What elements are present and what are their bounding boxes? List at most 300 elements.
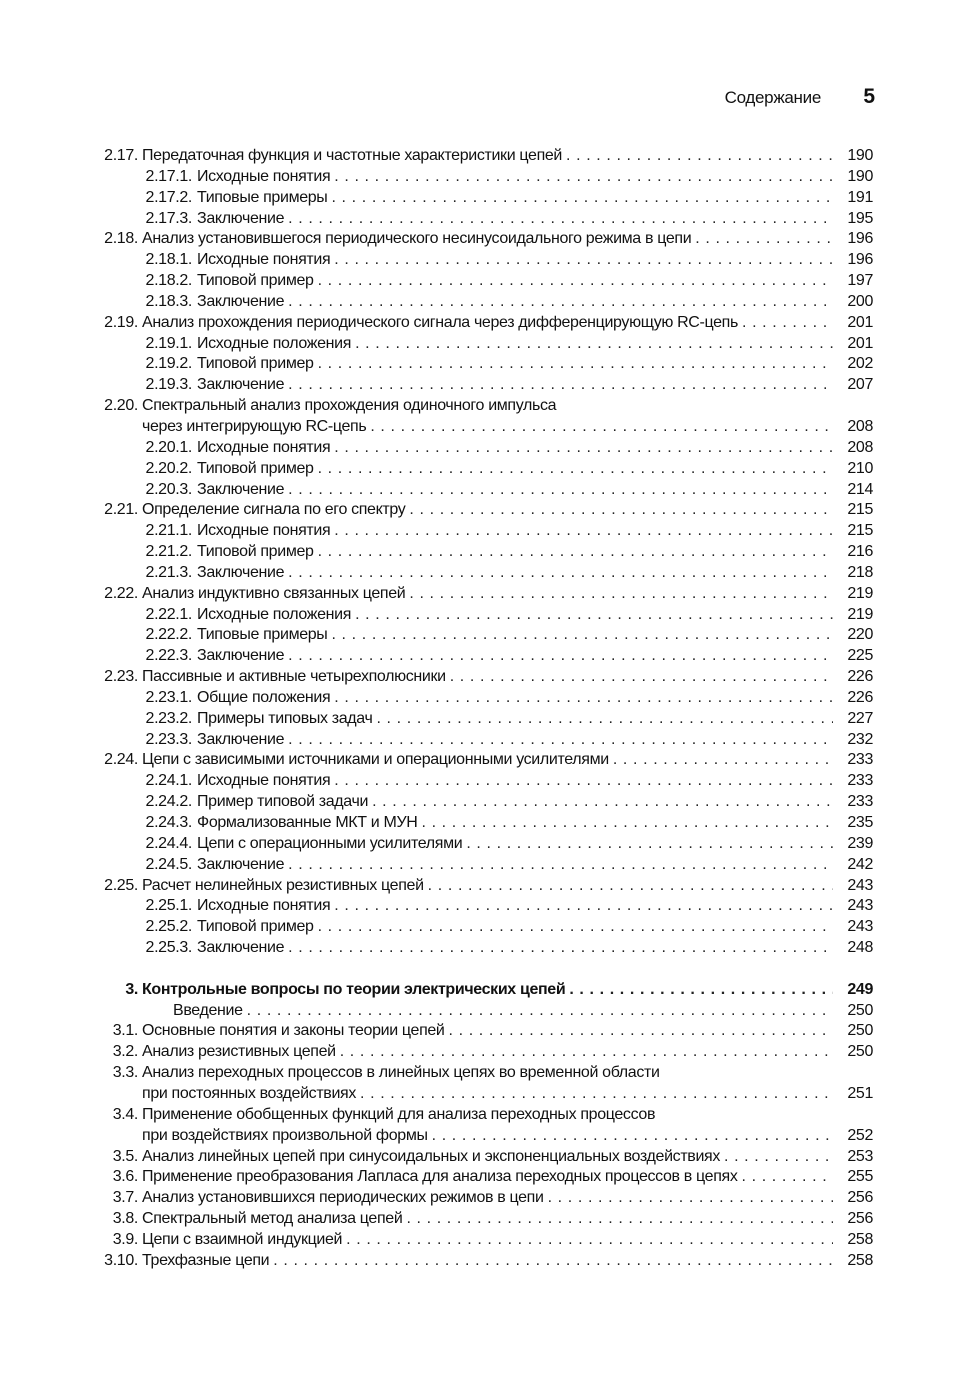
toc-entry-title-line	[197, 813, 833, 834]
toc-entry	[0, 917, 973, 938]
toc-entry-title-line	[142, 667, 833, 688]
toc-entry-title: Спектральный метод анализа цепей	[142, 1210, 403, 1228]
toc-entry-number: 3.4.	[112, 1105, 138, 1123]
toc-entry-title-line	[197, 542, 833, 563]
toc-entry-title-line	[197, 375, 833, 396]
toc-entry-page: 242	[847, 855, 873, 873]
toc-dot-leader	[372, 792, 833, 813]
toc-entry-title: Введение	[173, 1001, 243, 1019]
toc-entry-title-line	[197, 917, 833, 938]
toc-entry-page: 243	[847, 918, 873, 936]
toc-entry-title-line	[197, 730, 833, 751]
toc-entry	[0, 313, 973, 334]
toc-entry-number: 2.18.	[104, 230, 138, 248]
toc-dot-leader	[409, 500, 833, 521]
toc-dot-leader	[346, 1230, 833, 1251]
toc-entry-page: 227	[847, 709, 873, 727]
toc-dot-leader	[288, 563, 833, 584]
toc-entry-title-line	[142, 313, 833, 334]
toc-entry-number: 2.22.	[104, 584, 138, 602]
toc-entry-title: Основные понятия и законы теории цепей	[142, 1022, 445, 1040]
toc-entry-title: Трехфазные цепи	[142, 1251, 270, 1269]
toc-entry-number: 2.18.3.	[145, 292, 192, 310]
toc-entry	[0, 792, 973, 813]
toc-dot-leader	[288, 646, 833, 667]
toc-entry-title: Заключение	[197, 647, 285, 665]
toc-dot-leader	[288, 480, 833, 501]
toc-entry	[0, 750, 973, 771]
toc-entry-title: при воздействиях произвольной формы	[142, 1126, 428, 1144]
toc-entry-number: 2.20.	[104, 397, 138, 415]
toc-dot-leader	[406, 1209, 833, 1230]
toc-entry-number: 2.17.2.	[145, 188, 192, 206]
toc-entry-title: Анализ линейных цепей при синусоидальных и экспоненциальных воздействиях	[142, 1147, 720, 1165]
toc-entry-title-line	[197, 292, 833, 313]
toc-entry-title-line	[142, 584, 833, 605]
toc-entry-page: 202	[847, 355, 873, 373]
toc-entry-title: Типовой пример	[197, 355, 314, 373]
toc-entry-number: 2.22.2.	[145, 626, 192, 644]
toc-entry-title-line	[142, 1209, 833, 1230]
toc-entry-title-line	[197, 250, 833, 271]
toc-entry-page: 258	[847, 1230, 873, 1248]
toc-dot-leader	[355, 605, 833, 626]
toc-dot-leader	[288, 730, 833, 751]
toc-entry-title-line	[142, 229, 833, 250]
toc-entry-title: Исходные понятия	[197, 522, 331, 540]
toc-entry-title: Анализ переходных процессов в линейных цепях во временной области	[142, 1064, 660, 1082]
toc-entry-page: 250	[847, 1022, 873, 1040]
toc-entry-page: 252	[847, 1126, 873, 1144]
toc-entry	[0, 146, 973, 167]
toc-entry-title: Цепи с взаимной индукцией	[142, 1230, 343, 1248]
toc-entry-number: 3.2.	[112, 1043, 138, 1061]
toc-entry-title-line	[197, 834, 833, 855]
toc-dot-leader	[566, 146, 833, 167]
toc-entry-page: 243	[847, 876, 873, 894]
toc-entry-title-line	[197, 459, 833, 480]
toc-entry-title-line	[142, 1188, 833, 1209]
toc-entry-title-line	[197, 188, 833, 209]
toc-entry-title: при постоянных воздействиях	[142, 1084, 357, 1102]
toc-entry-title: Пассивные и активные четырехполюсники	[142, 668, 446, 686]
toc-entry-title: Исходные понятия	[197, 772, 331, 790]
toc-entry	[0, 646, 973, 667]
toc-entry	[0, 855, 973, 876]
toc-entry-title: Исходные понятия	[197, 438, 331, 456]
toc-entry	[0, 250, 973, 271]
toc-entry-page: 200	[847, 292, 873, 310]
toc-entry-title: Заключение	[197, 480, 285, 498]
toc-entry-title: Цепи с операционными усилителями	[197, 834, 463, 852]
toc-entry	[0, 896, 973, 917]
toc-entry-page: 258	[847, 1251, 873, 1269]
toc-entry	[0, 459, 973, 480]
toc-entry-page: 210	[847, 459, 873, 477]
page-header	[0, 86, 973, 112]
toc-entry-number: 2.18.2.	[145, 272, 192, 290]
toc-entry-number: 2.20.1.	[145, 438, 192, 456]
toc-entry	[0, 417, 973, 438]
toc-dot-leader	[334, 167, 833, 188]
toc-entry-number: 2.23.	[104, 668, 138, 686]
toc-entry	[0, 563, 973, 584]
toc-entry-title: Расчет нелинейных резистивных цепей	[142, 876, 424, 894]
toc-entry-title-line	[142, 500, 833, 521]
toc-entry-page: 233	[847, 751, 873, 769]
toc-entry-number: 3.10.	[104, 1251, 138, 1269]
toc-entry-title: Цепи с зависимыми источниками и операционными усилителями	[142, 751, 609, 769]
toc-entry-title-line	[197, 563, 833, 584]
toc-entry	[0, 1126, 973, 1147]
toc-entry-number: 2.18.1.	[145, 251, 192, 269]
toc-entry-title: Типовые примеры	[197, 188, 328, 206]
toc-dot-leader	[288, 375, 833, 396]
toc-dot-leader	[318, 542, 833, 563]
toc-entry	[0, 542, 973, 563]
toc-entry-title: Заключение	[197, 730, 285, 748]
toc-entry-title-line	[197, 271, 833, 292]
toc-entry-title: Общие положения	[197, 688, 331, 706]
toc-dot-leader	[695, 229, 833, 250]
toc-dot-leader	[318, 459, 833, 480]
toc-entry-number: 2.25.2.	[145, 918, 192, 936]
toc-entry-title-line	[142, 1063, 833, 1084]
toc-entry-title-line	[142, 876, 833, 897]
toc-entry-page: 233	[847, 772, 873, 790]
toc-entry-number: 2.25.1.	[145, 897, 192, 915]
toc-entry-number: 2.25.	[104, 876, 138, 894]
table-of-contents	[0, 146, 973, 1272]
toc-entry-title-line	[142, 1230, 833, 1251]
toc-entry-page: 243	[847, 897, 873, 915]
toc-dot-leader	[334, 250, 833, 271]
toc-entry-page: 249	[847, 980, 873, 998]
toc-entry-title-line	[142, 1084, 833, 1105]
toc-entry	[0, 730, 973, 751]
toc-entry-page: 250	[847, 1043, 873, 1061]
toc-entry-number: 2.17.	[104, 147, 138, 164]
toc-entry	[0, 229, 973, 250]
toc-entry-page: 256	[847, 1210, 873, 1228]
toc-entry-title-line	[197, 209, 833, 230]
toc-entry	[0, 709, 973, 730]
toc-entry-number: 2.24.5.	[145, 855, 192, 873]
toc-entry-page: 207	[847, 376, 873, 394]
toc-entry-number: 2.24.4.	[145, 834, 192, 852]
toc-entry-number: 3.9.	[112, 1230, 138, 1248]
toc-entry-number: 2.19.3.	[145, 376, 192, 394]
toc-entry	[0, 813, 973, 834]
toc-entry	[0, 209, 973, 230]
toc-dot-leader	[376, 709, 833, 730]
toc-entry-page: 196	[847, 230, 873, 248]
toc-entry-page: 253	[847, 1147, 873, 1165]
toc-entry-page: 219	[847, 584, 873, 602]
toc-entry-title-line	[142, 146, 833, 167]
toc-dot-leader	[334, 521, 833, 542]
toc-entry-number: 2.23.3.	[145, 730, 192, 748]
toc-entry-number: 2.23.2.	[145, 709, 192, 727]
toc-entry-page: 255	[847, 1168, 873, 1186]
toc-entry-number: 2.21.2.	[145, 543, 192, 561]
toc-entry-title-line	[197, 438, 833, 459]
toc-dot-leader	[273, 1251, 833, 1272]
toc-entry-title-line	[197, 771, 833, 792]
toc-entry-page: 208	[847, 417, 873, 435]
toc-entry-title: Типовые примеры	[197, 626, 328, 644]
toc-dot-leader	[355, 334, 833, 355]
toc-entry-title: Исходные положения	[197, 605, 352, 623]
toc-dot-leader	[613, 750, 833, 771]
toc-entry-title: Заключение	[197, 563, 285, 581]
toc-entry	[0, 396, 973, 417]
toc-entry-page: 233	[847, 793, 873, 811]
toc-entry-title-line	[142, 980, 833, 1001]
running-title: Содержание	[724, 88, 821, 107]
toc-entry-number: 3.6.	[112, 1168, 138, 1186]
toc-entry	[0, 625, 973, 646]
toc-dot-leader	[449, 1021, 833, 1042]
toc-entry-page: 215	[847, 501, 873, 519]
toc-entry	[0, 188, 973, 209]
toc-entry-page: 256	[847, 1189, 873, 1207]
toc-entry-number: 2.19.2.	[145, 355, 192, 373]
toc-entry-title: Контрольные вопросы по теории электрических цепей	[142, 980, 566, 998]
toc-entry-number: 2.19.	[104, 313, 138, 331]
toc-entry-title: Типовой пример	[197, 272, 314, 290]
toc-entry-number: 2.17.1.	[145, 167, 192, 185]
toc-entry-title-line	[197, 605, 833, 626]
toc-entry-title-line	[142, 1147, 833, 1168]
toc-dot-leader	[318, 354, 833, 375]
toc-entry	[0, 292, 973, 313]
toc-entry-page: 235	[847, 814, 873, 831]
toc-entry-title-line	[142, 1167, 833, 1188]
toc-entry-title: Исходные понятия	[197, 251, 331, 269]
toc-entry-page: 225	[847, 647, 873, 665]
toc-entry	[0, 667, 973, 688]
toc-dot-leader	[288, 292, 833, 313]
toc-entry-page: 190	[847, 167, 873, 185]
toc-entry-page: 196	[847, 251, 873, 269]
toc-entry-page: 250	[847, 1001, 873, 1019]
toc-entry-number: 3.1.	[112, 1022, 138, 1040]
toc-entry	[0, 1001, 973, 1022]
toc-entry	[0, 1105, 973, 1126]
toc-entry-number: 2.20.2.	[145, 459, 192, 477]
toc-entry-title-line	[197, 625, 833, 646]
toc-entry	[0, 375, 973, 396]
toc-entry-title: Анализ резистивных цепей	[142, 1043, 336, 1061]
toc-entry	[0, 500, 973, 521]
toc-entry-title: Формализованные МКТ и МУН	[197, 814, 418, 831]
toc-dot-leader	[432, 1126, 833, 1147]
toc-entry-page: 216	[847, 543, 873, 561]
toc-entry-title-line	[197, 480, 833, 501]
toc-dot-leader	[288, 209, 833, 230]
toc-entry-page: 197	[847, 272, 873, 290]
toc-entry-number: 2.24.3.	[145, 814, 192, 831]
toc-entry-title-line	[197, 334, 833, 355]
toc-entry-title-line	[197, 688, 833, 709]
toc-entry	[0, 980, 973, 1001]
toc-dot-leader	[450, 667, 833, 688]
toc-dot-leader	[318, 271, 833, 292]
toc-dot-leader	[724, 1147, 833, 1168]
toc-entry-title: Пример типовой задачи	[197, 793, 369, 811]
toc-entry-page: 201	[847, 334, 873, 352]
toc-dot-leader	[247, 1001, 833, 1022]
toc-entry	[0, 1188, 973, 1209]
toc-entry-title: через интегрирующую RC-цепь	[142, 417, 367, 435]
toc-entry-title-line	[142, 1251, 833, 1272]
toc-entry	[0, 271, 973, 292]
toc-entry-title-line	[173, 1001, 833, 1022]
toc-entry	[0, 1147, 973, 1168]
toc-dot-leader	[288, 855, 833, 876]
toc-entry-page: 208	[847, 438, 873, 456]
toc-entry-title-line	[197, 792, 833, 813]
toc-entry-number: 2.24.1.	[145, 772, 192, 790]
toc-entry-page: 239	[847, 834, 873, 852]
toc-entry-page: 232	[847, 730, 873, 748]
toc-entry-title-line	[197, 896, 833, 917]
toc-entry	[0, 167, 973, 188]
toc-entry	[0, 876, 973, 897]
toc-entry-number: 2.17.3.	[145, 209, 192, 227]
toc-entry-page: 226	[847, 688, 873, 706]
toc-dot-leader	[334, 438, 833, 459]
toc-entry-number: 3.7.	[112, 1189, 138, 1207]
toc-entry-page: 219	[847, 605, 873, 623]
page-number: 5	[863, 85, 875, 108]
toc-entry-number: 3.	[125, 980, 138, 998]
toc-dot-leader	[548, 1188, 833, 1209]
toc-entry	[0, 1042, 973, 1063]
toc-dot-leader	[569, 980, 833, 1001]
toc-entry-page: 215	[847, 522, 873, 540]
toc-entry-number: 2.22.1.	[145, 605, 192, 623]
toc-entry-title: Спектральный анализ прохождения одиночного импульса	[142, 397, 557, 415]
toc-entry	[0, 521, 973, 542]
toc-entry-number: 2.24.2.	[145, 793, 192, 811]
toc-entry-page: 226	[847, 668, 873, 686]
toc-dot-leader	[318, 917, 833, 938]
toc-entry-title-line	[142, 1105, 833, 1126]
toc-entry-title: Определение сигнала по его спектру	[142, 501, 406, 519]
toc-entry-number: 2.21.	[104, 501, 138, 519]
toc-dot-leader	[340, 1042, 833, 1063]
toc-entry-number: 2.21.3.	[145, 563, 192, 581]
toc-entry-number: 2.24.	[104, 751, 138, 769]
toc-entry	[0, 438, 973, 459]
toc-entry-title-line	[197, 709, 833, 730]
toc-entry-title-line	[142, 750, 833, 771]
toc-entry-title: Заключение	[197, 855, 285, 873]
toc-entry-title-line	[142, 1021, 833, 1042]
toc-entry	[0, 938, 973, 959]
toc-entry-title: Анализ установившегося периодического несинусоидального режима в цепи	[142, 230, 692, 248]
toc-entry-title: Анализ индуктивно связанных цепей	[142, 584, 406, 602]
toc-entry-title-line	[142, 396, 833, 417]
toc-entry-page: 220	[847, 626, 873, 644]
toc-entry-title: Примеры типовых задач	[197, 709, 373, 727]
toc-entry	[0, 1084, 973, 1105]
toc-dot-leader	[742, 1167, 833, 1188]
toc-entry-title-line	[142, 1042, 833, 1063]
toc-entry-title: Исходные положения	[197, 334, 352, 352]
toc-entry-title-line	[197, 354, 833, 375]
toc-entry-title: Применение обобщенных функций для анализа переходных процессов	[142, 1105, 656, 1123]
toc-entry-number: 2.21.1.	[145, 522, 192, 540]
toc-entry-title: Исходные понятия	[197, 897, 331, 915]
toc-entry-page: 248	[847, 939, 873, 957]
toc-entry-title: Заключение	[197, 292, 285, 310]
toc-entry-title-line	[142, 417, 833, 438]
toc-entry	[0, 1167, 973, 1188]
toc-entry-title: Типовой пример	[197, 918, 314, 936]
toc-entry-title: Применение преобразования Лапласа для анализа переходных процессов в цепях	[142, 1168, 738, 1186]
toc-entry	[0, 354, 973, 375]
toc-entry-number: 2.25.3.	[145, 939, 192, 957]
toc-entry-title: Анализ прохождения периодического сигнала через дифференцирующую RC-цепь	[142, 313, 738, 331]
toc-entry-number: 3.3.	[112, 1064, 138, 1082]
toc-entry-number: 2.20.3.	[145, 480, 192, 498]
toc-dot-leader	[288, 938, 833, 959]
toc-entry-page: 195	[847, 209, 873, 227]
toc-entry-page: 191	[847, 188, 873, 206]
toc-entry-page: 190	[847, 147, 873, 164]
toc-dot-leader	[370, 417, 833, 438]
toc-entry	[0, 688, 973, 709]
toc-entry-title: Типовой пример	[197, 459, 314, 477]
toc-dot-leader	[334, 688, 833, 709]
toc-entry-number: 2.22.3.	[145, 647, 192, 665]
toc-entry	[0, 834, 973, 855]
toc-entry	[0, 334, 973, 355]
toc-dot-leader	[334, 896, 833, 917]
toc-entry-title-line	[197, 938, 833, 959]
toc-entry-number: 2.23.1.	[145, 688, 192, 706]
toc-entry-title: Типовой пример	[197, 543, 314, 561]
toc-dot-leader	[409, 584, 833, 605]
toc-dot-leader	[466, 834, 833, 855]
toc-dot-leader	[742, 313, 833, 334]
toc-entry	[0, 1021, 973, 1042]
toc-dot-leader	[331, 625, 833, 646]
toc-dot-leader	[360, 1084, 833, 1105]
toc-entry	[0, 1230, 973, 1251]
toc-entry-number: 3.5.	[112, 1147, 138, 1165]
toc-entry-title: Исходные понятия	[197, 167, 331, 185]
toc-entry-title: Заключение	[197, 209, 285, 227]
toc-entry-title-line	[197, 167, 833, 188]
toc-dot-leader	[421, 813, 833, 834]
toc-entry-number: 3.8.	[112, 1210, 138, 1228]
toc-entry	[0, 1209, 973, 1230]
toc-dot-leader	[331, 188, 833, 209]
toc-entry-title-line	[142, 1126, 833, 1147]
toc-entry-page: 251	[847, 1084, 873, 1102]
toc-entry	[0, 1063, 973, 1084]
toc-entry-number: 2.19.1.	[145, 334, 192, 352]
toc-entry-title: Заключение	[197, 939, 285, 957]
toc-entry	[0, 771, 973, 792]
toc-entry-title-line	[197, 855, 833, 876]
toc-spacer	[0, 959, 973, 980]
toc-entry	[0, 480, 973, 501]
